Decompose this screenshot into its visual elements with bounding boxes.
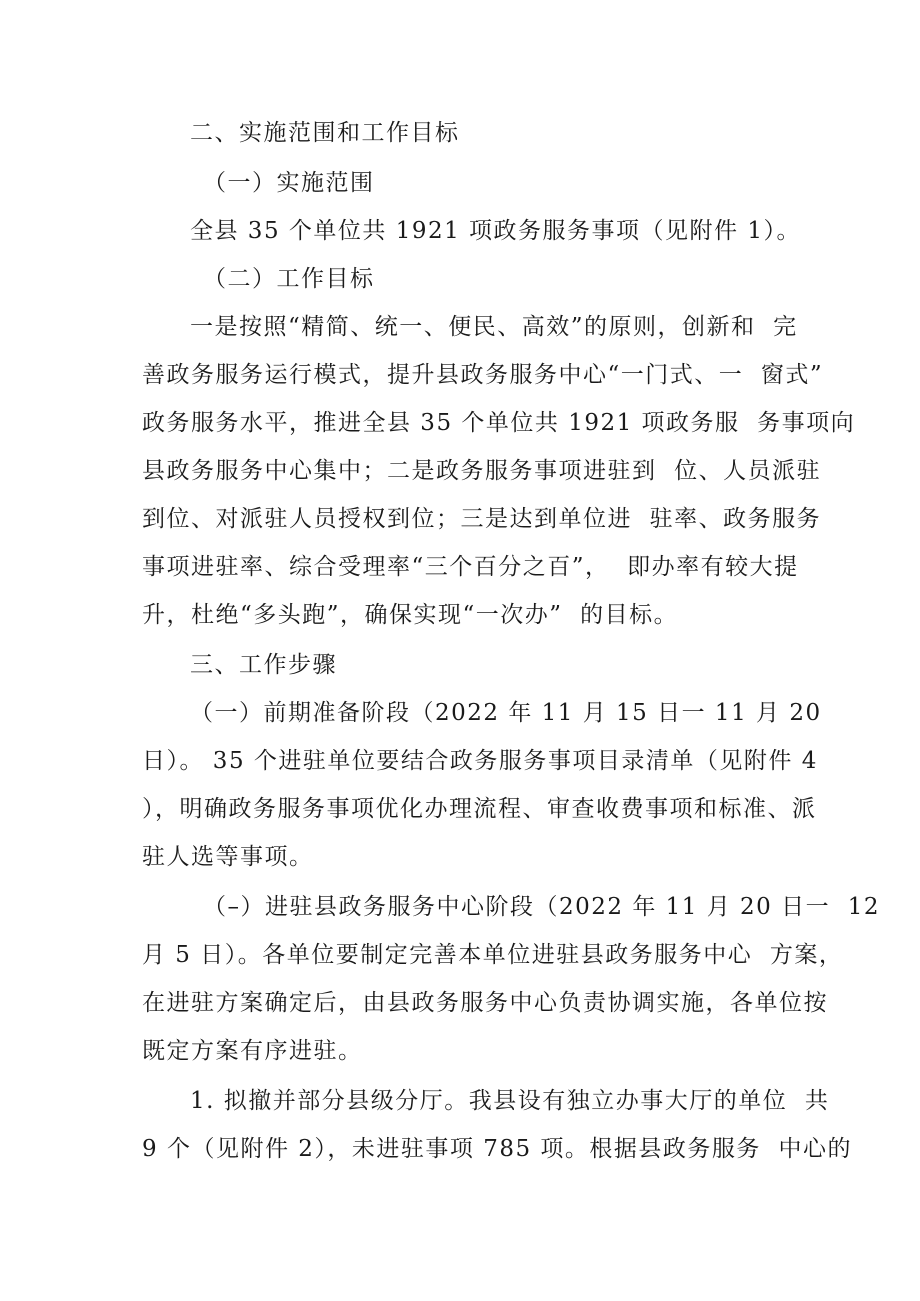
paragraph-line: 既定方案有序进驻。 [142,1038,363,1064]
paragraph-line: 全县 35 个单位共 1921 项政务服务事项（见附件 1）。 [190,218,801,244]
paragraph-line: 月 5 日）。各单位要制定完善本单位进驻县政务服务中心 方案， [142,942,844,968]
paragraph-line: 驻人选等事项。 [142,844,314,870]
paragraph-line: 到位、对派驻人员授权到位；三是达到单位进 驻率、政务服务 [142,506,822,532]
subsection-heading: （一）前期准备阶段（2022 年 11 月 15 日一 11 月 20 [190,700,822,726]
paragraph-line: 一是按照“精简、统一、便民、高效”的原则，创新和 完 [190,314,798,340]
paragraph-line: 9 个（见附件 2），未进驻事项 785 项。根据县政务服务 中心的 [142,1136,853,1162]
subsection-heading: （一）实施范围 [203,170,375,196]
subsection-heading: （二）工作目标 [203,266,375,292]
paragraph-line: 县政务服务中心集中；二是政务服务事项进驻到 位、人员派驻 [142,458,822,484]
paragraph-line: 日）。 35 个进驻单位要结合政务服务事项目录清单（见附件 4 [142,748,818,774]
paragraph-line: 在进驻方案确定后，由县政务服务中心负责协调实施，各单位按 [142,990,828,1016]
paragraph-line: 政务服务水平，推进全县 35 个单位共 1921 项政务服 务事项向 [142,410,856,436]
section-heading-2: 二、实施范围和工作目标 [190,120,460,146]
paragraph-line: 事项进驻率、综合受理率“三个百分之百”， 即办率有较大提 [142,554,799,580]
section-heading-3: 三、工作步骤 [190,652,337,678]
paragraph-line: 善政务服务运行模式，提升县政务服务中心“一门式、一 窗式” [142,362,824,388]
paragraph-line: 升，杜绝“多头跑”，确保实现“一次办” 的目标。 [142,602,679,628]
paragraph-line: ），明确政务服务事项优化办理流程、审查收费事项和标准、派 [142,796,817,822]
numbered-item-line: 1. 拟撤并部分县级分厅。我县设有独立办事大厅的单位 共 [190,1088,830,1114]
subsection-heading: （–）进驻县政务服务中心阶段（2022 年 11 月 20 日一 12 [203,894,881,920]
